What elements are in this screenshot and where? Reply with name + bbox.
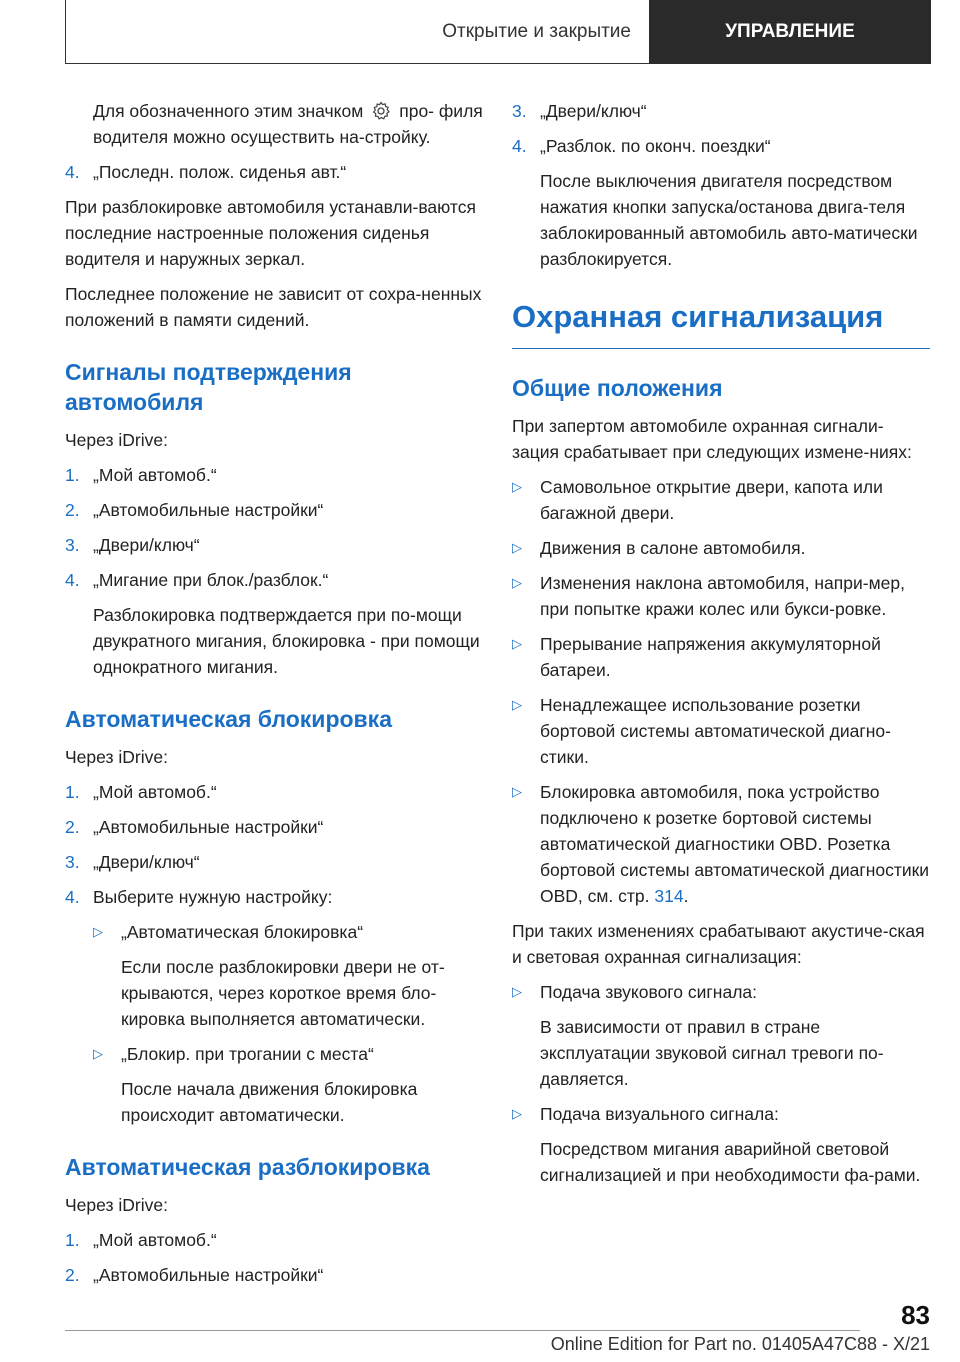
via-idrive: Через iDrive: xyxy=(65,430,168,450)
page-number: 83 xyxy=(901,1300,930,1330)
triangle-bullet-icon: ▷ xyxy=(512,697,522,712)
list-item xyxy=(65,1262,483,1288)
list-item xyxy=(512,133,930,159)
list-text: „Мой автомоб.“ xyxy=(93,465,217,485)
bullet-item xyxy=(512,535,930,561)
paragraph: Последнее положение не зависит от сохра-ненных положений в памяти сидений. xyxy=(65,284,482,330)
left-column xyxy=(65,98,483,1297)
bullet-text: Прерывание напряжения аккумуляторной батареи. xyxy=(540,634,881,680)
bullet-text: „Автоматическая блокировка“ xyxy=(121,922,364,942)
list-item xyxy=(65,849,483,875)
triangle-bullet-icon: ▷ xyxy=(93,1046,103,1061)
bullet-item xyxy=(512,779,930,909)
bullet-item xyxy=(512,692,930,770)
header-chapter-title: УПРАВЛЕНИЕ xyxy=(649,0,931,64)
list-text: „Двери/ключ“ xyxy=(93,535,200,555)
option-list xyxy=(65,919,483,1128)
right-column xyxy=(512,98,930,1197)
list-text: Выберите нужную настройку: xyxy=(93,887,333,907)
list-number: 2. xyxy=(65,817,80,837)
list-note: Разблокировка подтверждается при по-мощи двукратного мигания, блокировка - при помощи однократного мигания. xyxy=(93,605,480,677)
heading-general: Общие положения xyxy=(512,375,723,401)
list-text: „Последн. полож. сиденья авт.“ xyxy=(93,162,347,182)
paragraph: При запертом автомобиле охранная сигнали-зация срабатывает при следующих измене-ниях: xyxy=(512,416,912,462)
bullet-item xyxy=(512,1101,930,1127)
list-text: „Мой автомоб.“ xyxy=(93,1230,217,1250)
triangle-bullet-icon: ▷ xyxy=(512,540,522,555)
bullet-item xyxy=(512,979,930,1005)
bullet-text xyxy=(540,779,930,909)
bullet-description: В зависимости от правил в стране эксплуатации звуковой сигнал тревоги по-давляется. xyxy=(540,1017,884,1089)
profile-intro-text-b: про- xyxy=(399,101,435,121)
paragraph: При разблокировке автомобиля устанавли-ваются последние настроенные положения сиденья водителя и наружных зеркал. xyxy=(65,197,476,269)
list-number: 2. xyxy=(65,1265,80,1285)
list-item xyxy=(65,779,483,805)
profile-intro xyxy=(65,98,483,150)
heading-auto-unlock: Автоматическая разблокировка xyxy=(65,1154,430,1180)
list-text: „Двери/ключ“ xyxy=(93,852,200,872)
bullet-text: Ненадлежащее использование розетки бортовой системы автоматической диагно-стики. xyxy=(540,695,891,767)
bullet-text-end: . xyxy=(683,886,689,906)
list-item xyxy=(65,1227,483,1253)
list-number: 1. xyxy=(65,782,80,802)
list-number: 3. xyxy=(65,535,80,555)
list-text: „Мой автомоб.“ xyxy=(93,782,217,802)
bullet-text: „Блокир. при трогании с места“ xyxy=(121,1044,374,1064)
heading-confirmation-signals: Сигналы подтверждения автомобиля xyxy=(65,359,352,415)
list-number: 4. xyxy=(65,162,80,182)
list-item xyxy=(65,462,483,488)
bullet-text: Изменения наклона автомобиля, напри-мер, при попытке кражи колес или букси-ровке. xyxy=(540,573,905,619)
list-text: „Мигание при блок./разблок.“ xyxy=(93,570,329,590)
triangle-bullet-icon: ▷ xyxy=(512,575,522,590)
triangle-bullet-icon: ▷ xyxy=(512,1106,522,1121)
list-number: 4. xyxy=(512,136,527,156)
triangle-bullet-icon: ▷ xyxy=(512,479,522,494)
list-text: „Разблок. по оконч. поездки“ xyxy=(540,136,771,156)
triangle-bullet-icon: ▷ xyxy=(93,924,103,939)
bullet-text: Самовольное открытие двери, капота или багажной двери. xyxy=(540,477,883,523)
list-number: 3. xyxy=(65,852,80,872)
bullet-description: Если после разблокировки двери не от-крываются, через короткое время бло-кировка выполняется автоматически. xyxy=(121,957,445,1029)
profile-intro-text-c: филя водителя можно осуществить на-стройку. xyxy=(93,101,483,147)
triangle-bullet-icon: ▷ xyxy=(512,636,522,651)
bullet-text: Подача визуального сигнала: xyxy=(540,1104,779,1124)
bullet-item xyxy=(93,919,483,945)
bullet-item xyxy=(512,631,930,683)
heading-auto-lock: Автоматическая блокировка xyxy=(65,706,392,732)
triangle-bullet-icon: ▷ xyxy=(512,984,522,999)
list-item xyxy=(65,814,483,840)
list-item xyxy=(65,497,483,523)
bullet-item xyxy=(93,1041,483,1067)
paragraph: При таких изменениях срабатывают акустиче-ская и световая охранная сигнализация: xyxy=(512,921,925,967)
list-item xyxy=(65,159,483,185)
bullet-item xyxy=(512,570,930,622)
list-text: „Автомобильные настройки“ xyxy=(93,500,324,520)
triangle-bullet-icon: ▷ xyxy=(512,784,522,799)
list-text: „Автомобильные настройки“ xyxy=(93,1265,324,1285)
list-note: После выключения двигателя посредством нажатия кнопки запуска/останова двига-теля заблокированный автомобиль авто-матически разблокируется. xyxy=(540,171,918,269)
list-number: 1. xyxy=(65,465,80,485)
list-item xyxy=(512,98,930,124)
bullet-text: Движения в салоне автомобиля. xyxy=(540,538,806,558)
bullet-text-main: Блокировка автомобиля, пока устройство подключено к розетке бортовой системы автоматической диагностики OBD. Розетка бортовой системы автоматической диагностики OBD, см. стр. xyxy=(540,782,930,906)
footer-edition: Online Edition for Part no. 01405A47C88 - X/21 xyxy=(550,1334,930,1354)
list-item xyxy=(65,884,483,910)
list-item xyxy=(65,567,483,593)
via-idrive: Через iDrive: xyxy=(65,747,168,767)
list-number: 1. xyxy=(65,1230,80,1250)
list-number: 3. xyxy=(512,101,527,121)
footer-divider xyxy=(65,1330,860,1331)
list-number: 2. xyxy=(65,500,80,520)
list-item xyxy=(65,532,483,558)
page-reference-link[interactable]: 314 xyxy=(654,886,684,906)
heading-alarm-system: Охранная сигнализация xyxy=(512,298,930,349)
list-text: „Автомобильные настройки“ xyxy=(93,817,324,837)
list-number: 4. xyxy=(65,887,80,907)
bullet-description: После начала движения блокировка происходит автоматически. xyxy=(121,1079,418,1125)
header-section-title: Открытие и закрытие xyxy=(442,21,631,42)
bullet-description: Посредством мигания аварийной световой сигнализацией и при необходимости фа-рами. xyxy=(540,1139,921,1185)
list-text: „Двери/ключ“ xyxy=(540,101,647,121)
list-number: 4. xyxy=(65,570,80,590)
bullet-item xyxy=(512,474,930,526)
profile-intro-text-a: Для обозначенного этим значком xyxy=(93,101,364,121)
gear-icon xyxy=(371,101,391,121)
via-idrive: Через iDrive: xyxy=(65,1195,168,1215)
bullet-text: Подача звукового сигнала: xyxy=(540,982,758,1002)
